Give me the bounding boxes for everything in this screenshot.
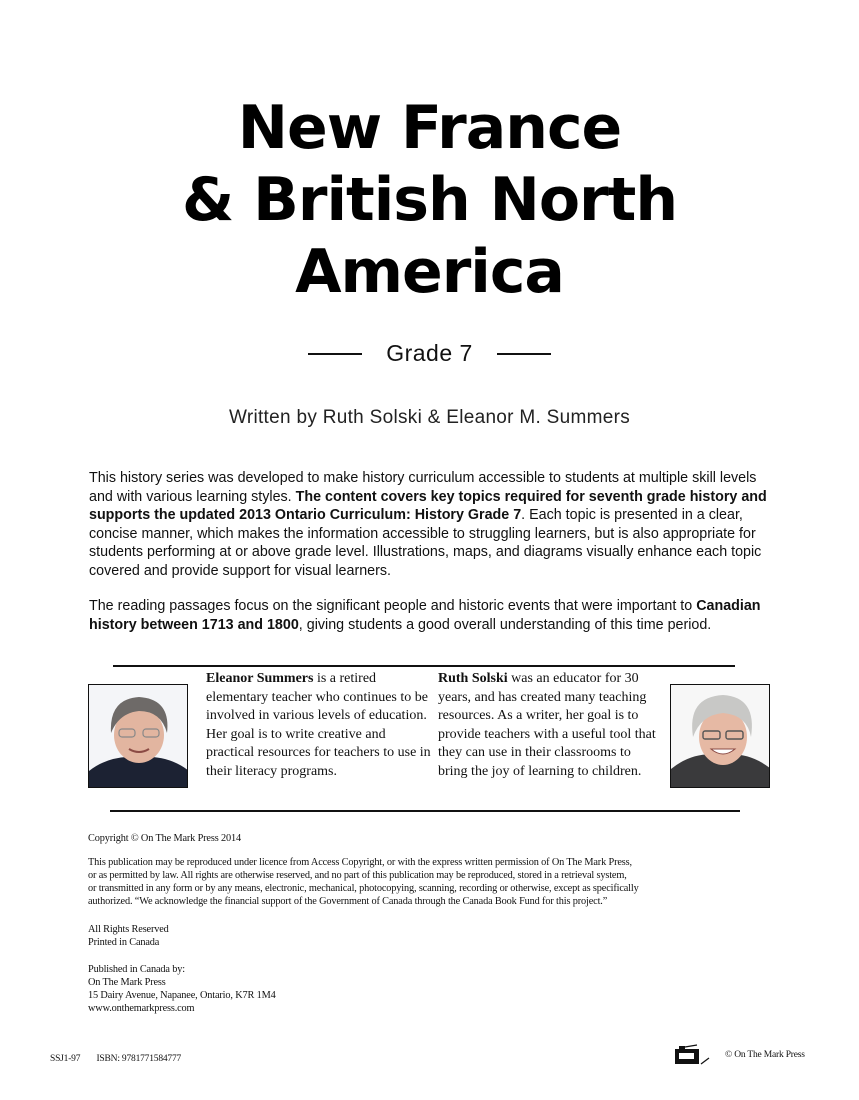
footer-codes: [50, 1054, 195, 1064]
grade-rule-right: [497, 353, 551, 355]
publisher-website: www.onthemarkpress.com: [88, 1003, 195, 1014]
page-title: [0, 92, 859, 308]
license-line: authorized. “We acknowledge the financial support of the Government of Canada through the Canada Book Fund for this project.”: [88, 896, 608, 907]
publisher-mark-text: © On The Mark Press: [725, 1050, 805, 1060]
eleanor-summers-photo: [88, 684, 188, 788]
intro-paragraph-2: [89, 597, 779, 634]
intro-p2-text-a: The reading passages focus on the significant people and historic events that were important to: [89, 598, 697, 614]
portrait-icon: [671, 685, 770, 788]
rights-line: All Rights Reserved: [88, 924, 169, 935]
bio-left-text: is a retired elementary teacher who continues to be involved in various levels of education. Her goal is to write creative and practical resources for teachers to use in their literacy programs.: [206, 671, 431, 779]
divider-top: [113, 665, 735, 667]
title-line-2: & British North: [181, 165, 678, 235]
isbn: ISBN: 9781771584777: [96, 1054, 182, 1064]
license-line: or as permitted by law. All rights are otherwise reserved, and no part of this publication may be reproduced, stored in a retrieval system,: [88, 870, 627, 881]
rights-line: Printed in Canada: [88, 937, 160, 948]
intro-p1-text-a: This history series was developed to make history curriculum accessible to students at multiple skill levels and with various learning styles.: [89, 470, 757, 505]
intro-paragraph-1: [89, 469, 779, 581]
copyright-line: Copyright © On The Mark Press 2014: [88, 833, 241, 844]
grade-label: Grade 7: [386, 340, 473, 366]
publisher-address: 15 Dairy Avenue, Napanee, Ontario, K7R 1M4: [88, 990, 276, 1001]
portrait-icon: [89, 685, 188, 788]
intro-p2-text-b: , giving students a good overall understanding of this time period.: [298, 616, 712, 633]
intro-p1-bold: The content covers key topics required for seventh grade history and supports the updated 2013 Ontario Curriculum: History Grade 7: [89, 488, 767, 524]
footer-publisher-mark: [675, 1044, 805, 1066]
published-line: Published in Canada by:: [88, 964, 185, 975]
license-notice: [88, 856, 788, 908]
ruth-solski-photo: [670, 684, 770, 788]
bio-eleanor-summers: [206, 670, 431, 781]
title-line-3: America: [295, 237, 564, 307]
grade-heading: [0, 340, 859, 367]
intro-p2-bold: Canadian history between 1713 and 1800: [89, 598, 761, 633]
bio-ruth-solski: [438, 670, 663, 781]
license-line: or transmitted in any form or by any means, electronic, mechanical, photocopying, scanning, recording or otherwise, except as specifically: [88, 883, 639, 894]
intro-p1-text-b: . Each topic is presented in a clear, concise manner, which makes the information accessible to struggling learners, but is also appropriate for students performing at or above grade level. Illustrations, maps, and diagrams visually enhance each topic covered and provide support for visual learners.: [89, 507, 762, 579]
title-line-1: New France: [237, 93, 622, 163]
bio-right-text: was an educator for 30 years, and has created many teaching resources. As a writer, her goal is to provide teachers with a useful tool that they can use in their classrooms to bring the joy of learning to children.: [438, 671, 656, 779]
product-code: SSJ1-97: [50, 1054, 81, 1064]
grade-rule-left: [308, 353, 362, 355]
bio-left-name: Eleanor Summers: [206, 671, 314, 686]
divider-bottom: [110, 810, 740, 812]
license-line: This publication may be reproduced under licence from Access Copyright, or with the express written permission of On The Mark Press,: [88, 857, 632, 868]
authors-line: Written by Ruth Solski & Eleanor M. Summers: [228, 407, 631, 428]
publisher-name: On The Mark Press: [88, 977, 166, 988]
press-logo-icon: [675, 1044, 715, 1066]
publisher-block: [88, 963, 788, 1015]
bio-right-name: Ruth Solski: [438, 671, 508, 686]
rights-block: [88, 923, 788, 949]
